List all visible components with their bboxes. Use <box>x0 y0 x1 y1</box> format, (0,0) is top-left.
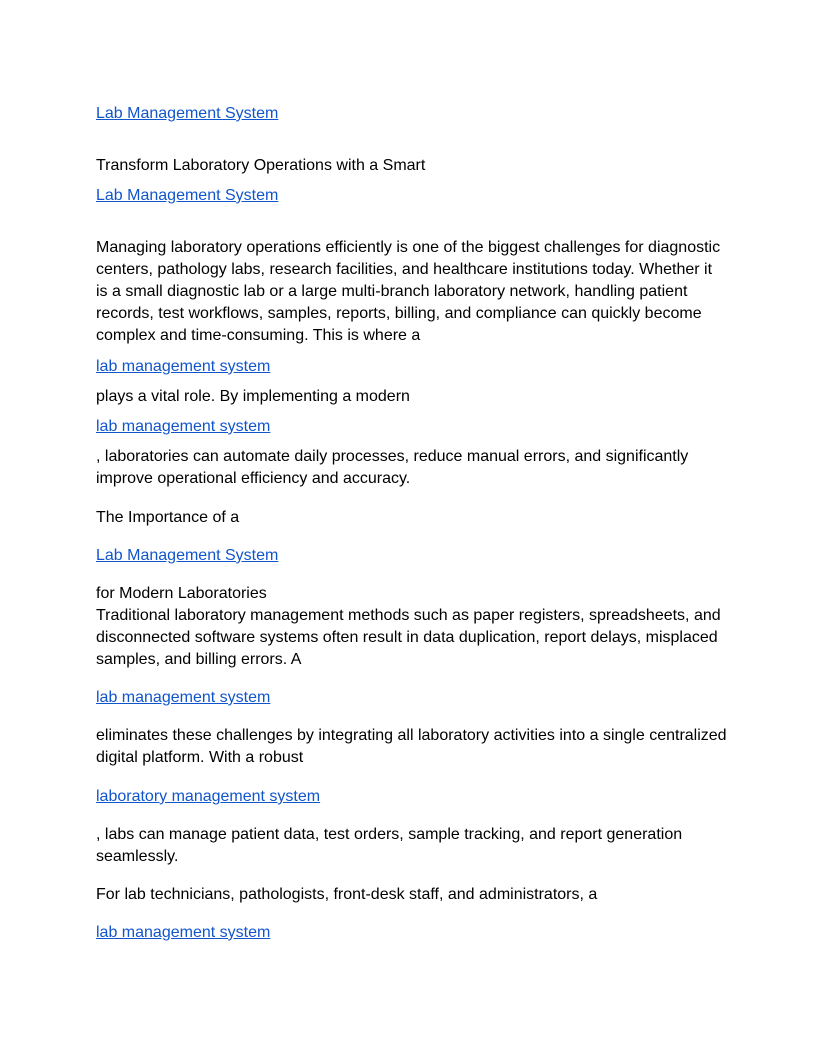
laboratory-management-system-link[interactable]: laboratory management system <box>96 788 321 805</box>
eliminates-challenges-text: eliminates these challenges by integrating all laboratory activities into a single centralized digital platform. With a robust <box>96 727 727 766</box>
heading-text: Transform Laboratory Operations with a Smart <box>96 157 426 174</box>
plays-vital-role-text: plays a vital role. By implementing a modern <box>96 388 410 405</box>
lab-management-system-link-1[interactable]: lab management system <box>96 358 271 375</box>
traditional-methods-paragraph: Traditional laboratory management methods such as paper registers, spreadsheets, and disconnected software systems often result in data duplication, report delays, misplaced samples, and billing errors. A <box>96 607 721 668</box>
automation-benefits-text: , laboratories can automate daily processes, reduce manual errors, and significantly improve operational efficiency and accuracy. <box>96 448 689 487</box>
manage-patient-data-text: , labs can manage patient data, test orders, sample tracking, and report generation seamlessly. <box>96 826 683 865</box>
lab-management-system-link-5[interactable]: lab management system <box>96 924 271 941</box>
lab-management-system-link-2[interactable]: lab management system <box>96 418 271 435</box>
section-heading-link[interactable]: Lab Management System <box>96 547 279 564</box>
lab-management-system-link-3[interactable]: lab management system <box>96 689 271 706</box>
section-heading-suffix: for Modern Laboratories <box>96 585 267 602</box>
section-heading-text: The Importance of a <box>96 509 240 526</box>
heading-link[interactable]: Lab Management System <box>96 187 279 204</box>
staff-benefits-text: For lab technicians, pathologists, front-desk staff, and administrators, a <box>96 886 598 903</box>
intro-paragraph: Managing laboratory operations efficiently is one of the biggest challenges for diagnostic centers, pathology labs, research facilities, and healthcare institutions today. Whether it is a small diagnostic lab or a large multi-branch laboratory network, handling patient records, test workflows, samples, reports, billing, and compliance can quickly become complex and time-consuming. This is where a <box>96 239 721 344</box>
title-link[interactable]: Lab Management System <box>96 105 279 122</box>
